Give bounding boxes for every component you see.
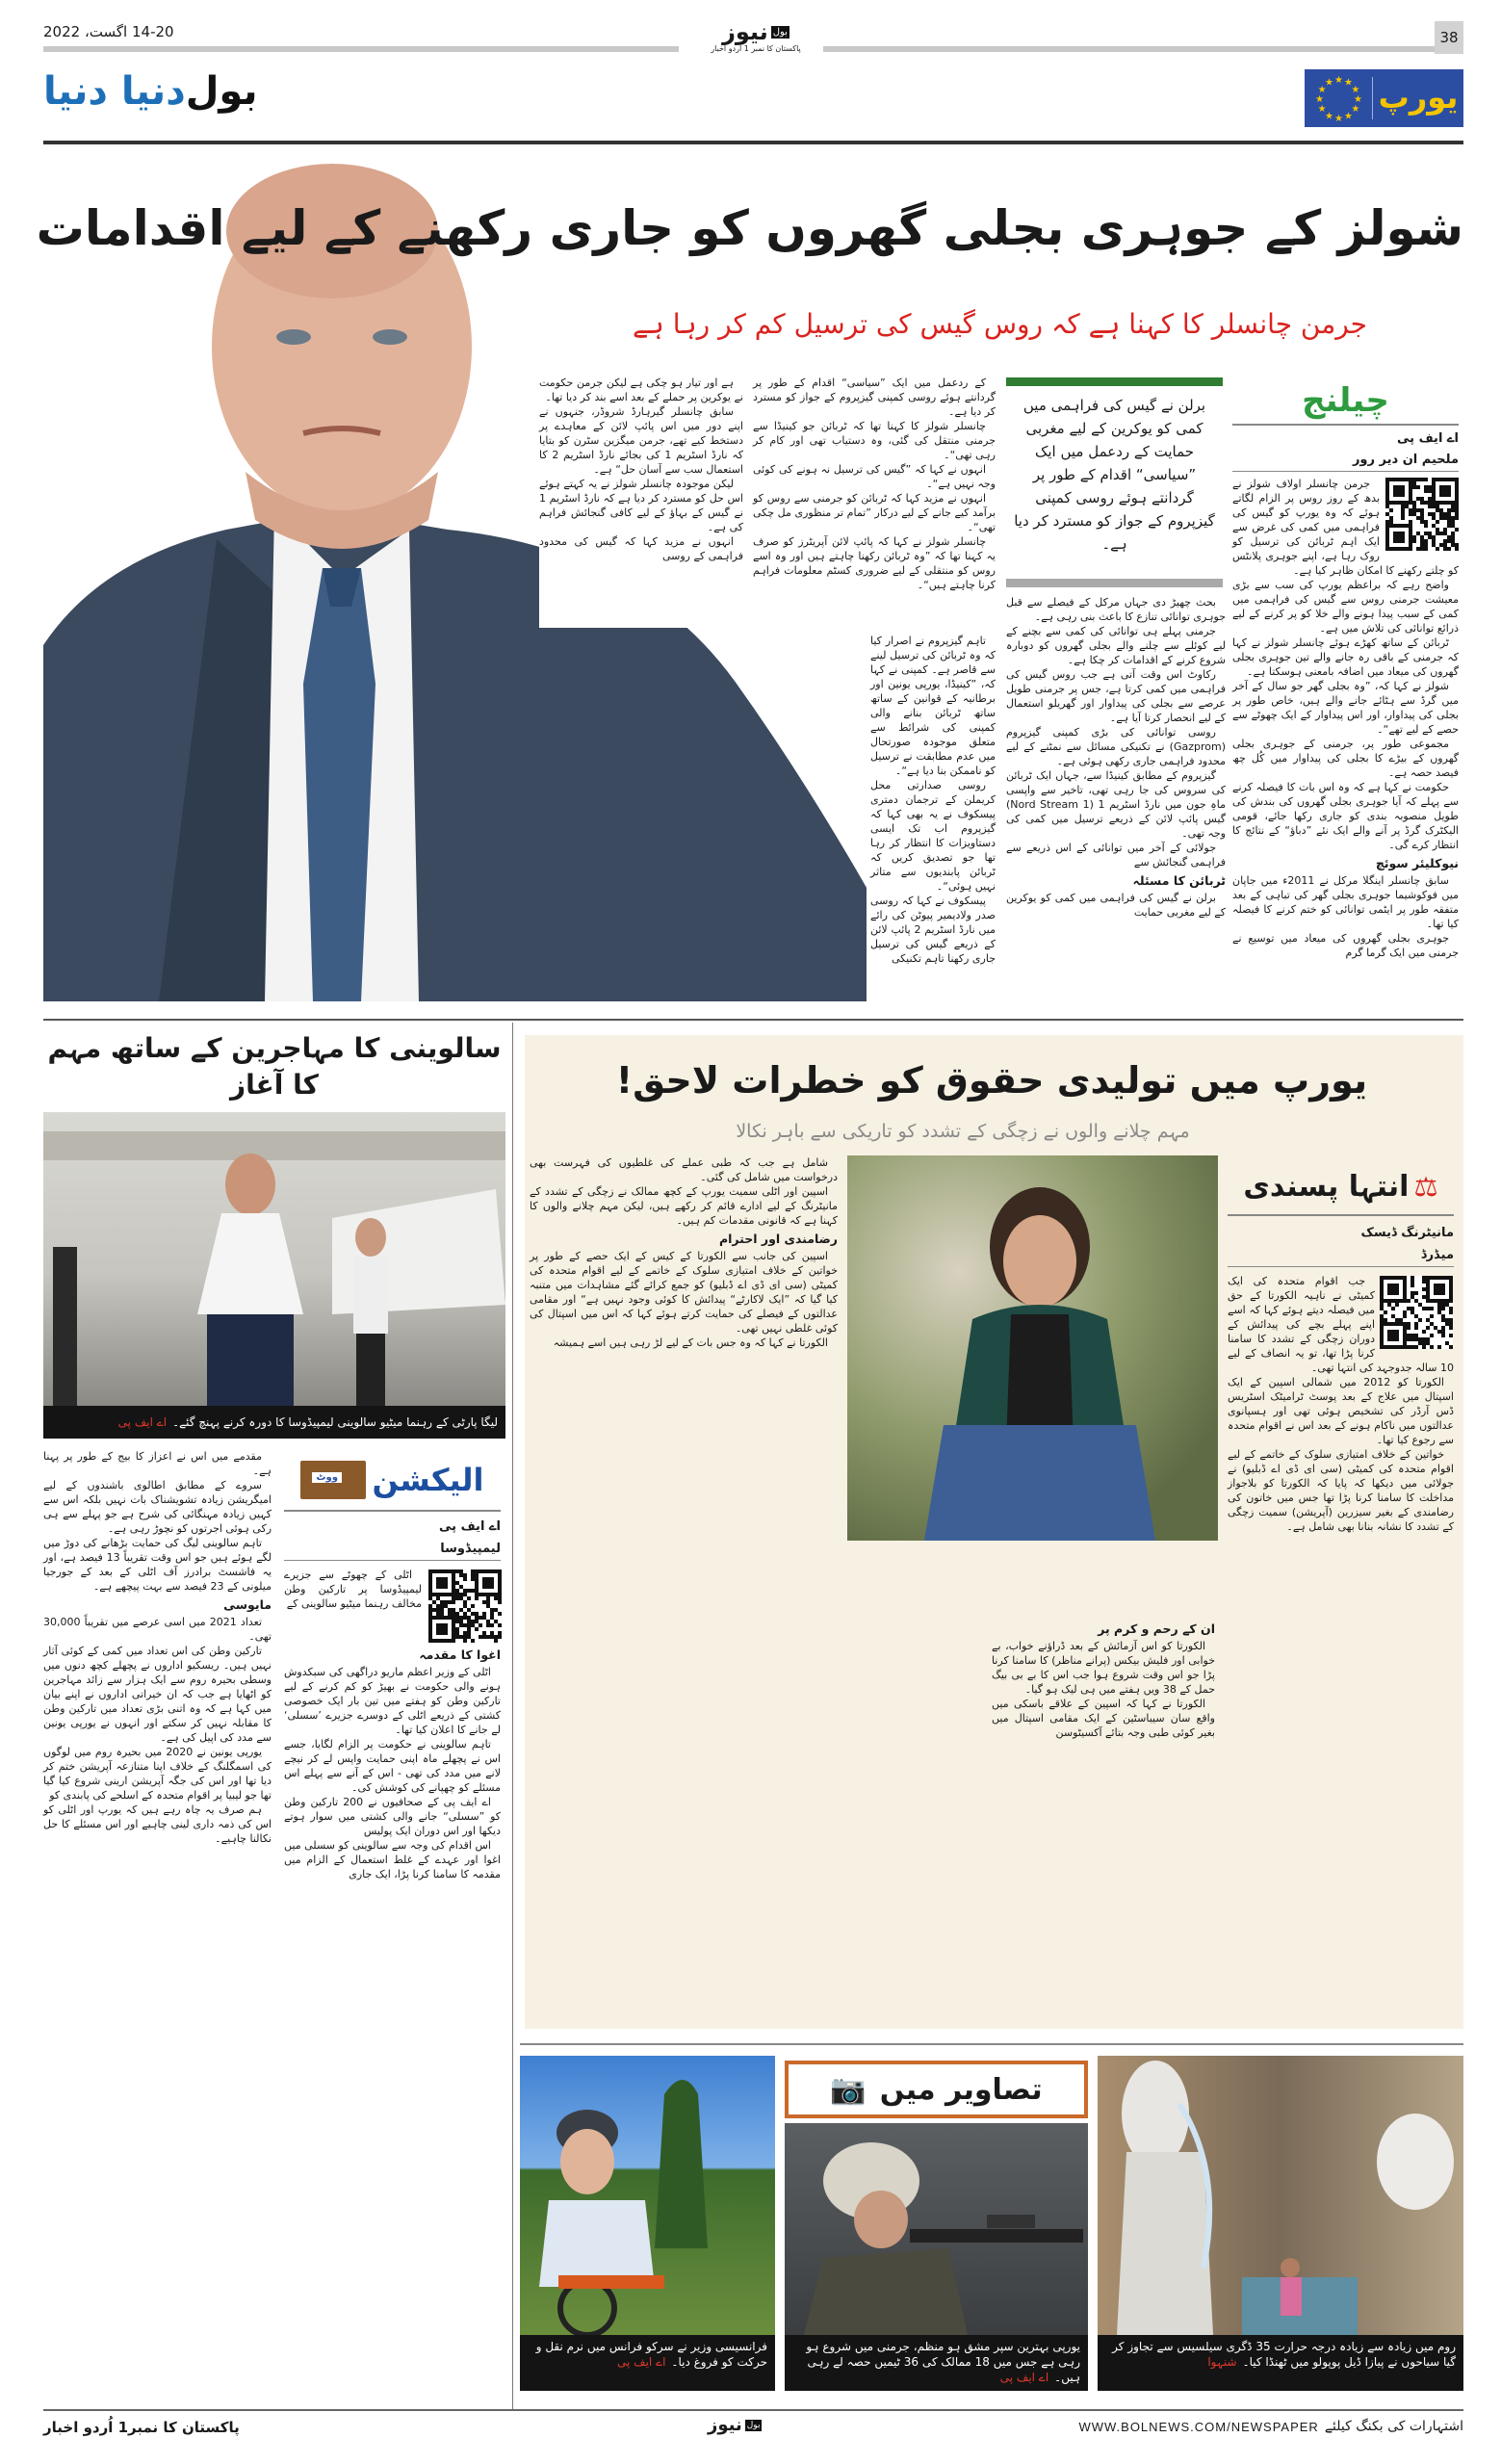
footer-tagline: پاکستان کا نمبر1 اُردو اخبار	[43, 2419, 240, 2436]
paragraph: جرمنی پہلے ہی توانائی کی کمی سے بچنے کے لیے کوئلے سے چلنے والے بجلی گھروں کو دوبارہ شروع کرنے کے اقدامات کر چکا ہے۔	[1006, 625, 1226, 666]
paragraph: جب اقوام متحدہ کی ایک کمیٹی نے ناہیہ الکورتا کے حق میں فیصلہ دیتے ہوئے کہا کہ اسے اپنے پہلے بچے کی پیدائش کے دوران زچگی کے تشدد کا سامنا کرنا پڑا تھا، تو یہ انصاف کے لیے 10 سالہ جدوجہد کی انتہا تھی۔	[1228, 1275, 1454, 1374]
paragraph: روسی صدارتی محل کریملن کے ترجمان دمتری پیسکوف نے یہ بھی کہا کہ گیزپروم اب تک ایسی دستاویزات کا انتظار کر رہا تھا جو تصدیق کریں کہ ٹربائن پابندیوں سے متاثر نہیں ہوئی“۔	[870, 779, 996, 893]
lead-agency: اے ایف پی	[1397, 431, 1459, 446]
header-bar-left	[43, 46, 679, 52]
star-icon: ★	[1334, 114, 1343, 124]
paragraph: الکورتا کو اس آزمائش کے بعد ڈراؤنے خواب، بے خوابی اور فلیش بیکس (پرانے مناظر) کا سامنا کرنا پڑا جو اس وقت شروع ہوا جب اس کا بے بی بیگ حمل کے 38 ویں ہفتے میں ہی لیک ہو گیا۔	[992, 1640, 1215, 1696]
section-label-extremism	[1228, 1160, 1454, 1216]
paragraph: چانسلر شولز نے کہا کہ پائپ لائن آپریٹرز کو صرف یہ کہنا تھا کہ ”وہ ٹربائن رکھنا چاہتے ہیں اور وہ اسے روس کو منتقلی کے لیے ضروری کسٹم معلومات فراہم کرنا چاہتے ہیں“۔	[753, 535, 996, 591]
subhead-nuclear-switch: نیوکلیئر سوئچ	[1375, 856, 1459, 870]
paragraph: تعداد 2021 میں اسی عرصے میں تقریباً 30,000 تھی۔	[43, 1616, 272, 1643]
mid-divider	[43, 1019, 1463, 1021]
star-icon: ★	[1315, 94, 1324, 105]
ballot-badge: ووٹ	[312, 1472, 341, 1483]
star-icon: ★	[1317, 85, 1327, 95]
paragraph: ٹربائن کے ساتھ کھڑے ہوئے چانسلر شولز نے کہا کہ جرمنی کے باقی رہ جانے والے تین جوہری بجلی گھروں کی میعاد میں اضافہ بامعنی ہوسکتا ہے۔	[1232, 636, 1459, 678]
section-label-challenge	[1232, 377, 1459, 426]
footer-url[interactable]: WWW.BOLNEWS.COM/NEWSPAPER	[1078, 2419, 1319, 2434]
gallery-photo-cyclist	[520, 2056, 775, 2335]
page-number: 38	[1435, 21, 1463, 54]
star-icon: ★	[1344, 111, 1353, 122]
paragraph: انہوں نے کہا کہ ”گیس کی ترسیل نہ ہونے کی کوئی وجہ نہیں ہے“۔	[753, 463, 996, 490]
paragraph: جرمن چانسلر اولاف شولز نے بدھ کے روز روس پر الزام لگاتے ہوئے کہ وہ یورپ کو گیس کی فراہمی میں کمی کی غرض سے ایک اہم ٹربائن کی ترسیل کو روک رہا ہے، اپنے جوہری پلانٹس کو چلتے رکھنے کا امکان ظاہر کیا ہے۔	[1232, 478, 1459, 577]
paragraph: اس اقدام کی وجہ سے سالوینی کو سسلی میں اغوا اور عہدے کے غلط استعمال کے الزام میں مقدمہ کا سامنا کرنا پڑا، ایک جاری	[284, 1839, 501, 1880]
paragraph: سابق چانسلر گیرہارڈ شروڈر، جنہوں نے اپنے دور میں اس پائپ لائن کے معاہدے پر دستخط کیے تھے، جرمن میگزین سٹرن کو بتایا کہ نارڈ اسٹریم 1 کی بجائے نارڈ اسٹریم 2 کا استعمال سب سے آسان حل“ ہے۔	[539, 405, 744, 476]
subhead-at-their-mercy: ان کے رحم و کرم پر	[1098, 1621, 1215, 1636]
paragraph: بحث چھیڑ دی جہاں مرکل کے فیصلے سے قبل جوہری توانائی تنازع کا باعث بنی رہی ہے۔	[1006, 596, 1226, 623]
star-icon: ★	[1351, 85, 1360, 95]
qr-spacer	[422, 1568, 501, 1647]
salvini-column-right	[284, 1568, 501, 2396]
paragraph: تارکین وطن کی اس تعداد میں کمی کے کوئی آثار نہیں ہیں۔ ریسکیو اداروں نے پچھلے کچھ دنوں میں وسطی بحیرہ روم سے ایک ہزار سے زائد مہاجرین کو اٹھایا ہے جب کہ ان خیراتی اداروں نے اپنے بیان میں کہا ہے کہ وہ اتنی بڑی تعداد میں تارکین وطن کا مقابلہ نہیں کر سکتے اور انہوں نے یورپی یونین سے مدد کی اپیل کی ہے۔	[43, 1645, 272, 1744]
section-logo-bol: بول	[185, 69, 258, 114]
region-badge-label: یورپ	[1378, 79, 1459, 116]
paragraph: جولائی کے آخر میں توانائی کے اس ذریعے سے فراہمی گنجائش سے	[1006, 842, 1226, 869]
lead-column-b	[753, 376, 996, 628]
issue-date: 14-20 اگست، 2022	[43, 23, 174, 40]
rights-agency: مانیٹرنگ ڈیسک	[1360, 1226, 1454, 1240]
paragraph: واضح رہے کہ براعظم یورپ کی سب سے بڑی معیشت جرمنی روس سے گیس کی فراہمی میں کمی کے سبب پیدا ہونے والے خلا کو پر کرنے کے لیے ذرائع توانائی کی تلاش میں ہے۔	[1232, 579, 1459, 635]
rights-headline: یورپ میں تولیدی حقوق کو خطرات لاحق!	[615, 1059, 1368, 1102]
rights-column-left	[530, 1155, 838, 1545]
section-label-text: الیکشن	[372, 1461, 484, 1498]
paragraph: الکورتا نے کہا کہ وہ جس بات کے لیے لڑ رہی ہیں اسے ہمیشہ	[553, 1336, 828, 1349]
rights-subheadline: مہم چلانے والوں نے زچگی کے تشدد کو تاریکی سے باہر نکالا	[736, 1121, 1190, 1142]
paragraph: یورپی یونین نے 2020 میں بحیرہ روم میں لوگوں کی اسمگلنگ کے خلاف اپنا متنازعہ آپریشن ختم کر دیا تھا اور اس کی جگہ آپریشن ارینی شروع کیا گیا تھا جو لیبیا پر اقوام متحدہ کے اسلحے کی پابندی کو	[43, 1746, 272, 1802]
paragraph: ہے اور تیار ہو چکی ہے لیکن جرمن حکومت نے یوکرین پر حملے کے بعد اسے بند کر دیا تھا۔	[539, 376, 743, 403]
paragraph: اے ایف پی کے صحافیوں نے 200 تارکین وطن کو ”سسلی“ جانے والی کشتی میں سوار ہوتے دیکھا اور اس دوران ایک پولیس	[284, 1796, 501, 1837]
camera-icon: 📷	[830, 2072, 867, 2107]
gallery-label-text: تصاویر میں	[879, 2072, 1043, 2107]
paragraph: جوہری بجلی گھروں کی میعاد میں توسیع نے جرمنی میں ایک گرما گرم	[1232, 932, 1459, 959]
star-icon: ★	[1325, 77, 1333, 89]
paragraph: پیسکوف نے کہا کہ روسی صدر ولادیمیر پیوٹن کی رائے میں نارڈ اسٹریم 2 پائپ لائن کے ذریعے گیس کی ترسیل جاری رکھنا تاہم تکنیکی	[870, 895, 996, 965]
paragraph: سابق چانسلر اینگلا مرکل نے 2011ء میں جاپان میں فوکوشیما جوہری بجلی گھر کی تباہی کے بعد متفقہ طور پر ایٹمی توانائی کو ختم کرنے کا فیصلہ کیا تھا۔	[1232, 874, 1459, 930]
paragraph: اسپین کی جانب سے الکورتا کے کیس کے ایک حصے کے طور پر خواتین کے خلاف امتیازی سلوک کے خاتمے کے لیے اقوام متحدہ کی کمیٹی (سی ای ڈی اے ڈبلیو) کو جمع کرائے گئے مشاہدات میں متنبہ کیا گیا کہ ”ایک لاکارٹے“ پیدائش کا کوئی وجود نہیں ہے“ اور مقامی عدالتوں کے فیصلے کی حمایت کرتے ہوئے کہا کہ اس میں اسپتال کی کوئی غلطی نہیں تھی۔	[530, 1250, 838, 1335]
paragraph: شامل ہے جب کہ طبی عملے کی غلطیوں کی فہرست بھی درخواست میں شامل کی گئی۔	[530, 1156, 838, 1183]
pull-quote-text: برلن نے گیس کی فراہمی میں کمی کو یوکرین کے لیے مغربی حمایت کے ردعمل میں ایک ”سیاسی“ اقدام کے طور پر گردانتے ہوئے روسی کمپنی گیزپروم کے جواز کو مسترد کر دیا ہے۔	[1014, 397, 1215, 553]
paragraph: روسی توانائی کی بڑی کمپنی گیزپروم (Gazprom) نے تکنیکی مسائل سے نمٹنے کے لیے محدود فراہمی جاری رکھی ہوئی ہے۔	[1006, 726, 1226, 767]
pull-quote	[1006, 377, 1223, 587]
paragraph: انہوں نے مزید کہا کہ گیس کی محدود فراہمی کے روسی	[539, 535, 743, 562]
logo-badge: بول	[772, 26, 788, 38]
lead-column-right	[1232, 477, 1459, 1006]
vertical-divider	[512, 1023, 513, 2409]
rights-dateline: میڈرڈ	[1228, 1245, 1454, 1267]
subhead-despair: مایوسی	[223, 1597, 272, 1612]
paragraph: الکورتا کو 2012 میں شمالی اسپین کے ایک اسپتال میں علاج کے بعد پوسٹ ٹرامیٹک اسٹریس ڈس آرڈر کی تشخیص ہوئی تھی اور ہسپانوی عدالتوں میں ناکام ہونے کے بعد اس نے اقوام متحدہ سے رجوع کیا تھا۔	[1228, 1376, 1454, 1446]
paragraph: رکاوٹ اس وقت آتی ہے جب روس گیس کی فراہمی میں کمی کرتا ہے، جس پر جرمنی طویل عرصے سے بجلی کی پیداوار اور گھریلو استعمال کے لیے انحصار کرتا آیا ہے۔	[1006, 668, 1226, 724]
caption-credit: اے ایف پی	[616, 2355, 666, 2369]
qr-spacer	[1375, 1274, 1454, 1353]
star-icon: ★	[1334, 75, 1343, 86]
ballot-box-icon	[300, 1461, 366, 1499]
paragraph: انہوں نے مزید کہا کہ ٹربائن کو جرمنی سے روس کو برآمد کیے جانے کے لیے درکار ”تمام تر منظوری مل چکی تھی“۔	[753, 492, 996, 533]
caption-credit: شنہوا	[1207, 2355, 1237, 2369]
section-label-text: انتہا پسندی	[1243, 1170, 1410, 1204]
salvini-dateline: لیمپیڈوسا	[284, 1539, 501, 1561]
section-logo-dunya: دنیا دنیا	[43, 69, 186, 114]
paragraph: چانسلر شولز کا کہنا تھا کہ ٹربائن جو کینیڈا سے جرمنی منتقل کی گئی، وہ دستیاب تھی اور کام کر رہی تھی“۔	[753, 420, 996, 461]
section-label-election	[284, 1449, 501, 1512]
paragraph: مجموعی طور پر، جرمنی کے جوہری بجلی گھروں کے بیڑے کا بجلی کی پیداوار میں کُل چھ فیصد حصہ ہے۔	[1232, 738, 1459, 779]
paragraph: برلن نے گیس کی فراہمی میں کمی کو یوکرین کے لیے مغربی حمایت	[1006, 892, 1226, 919]
gallery-divider	[520, 2043, 1463, 2045]
caption-text: روم میں زیادہ سے زیادہ درجہ حرارت 35 ڈگری سیلسیس سے تجاوز کر گیا سیاحوں نے پیازا ڈیل پوپولو میں ٹھنڈا کیا۔	[1112, 2340, 1456, 2369]
subhead-consent: رضامندی اور احترام	[718, 1232, 838, 1246]
star-icon: ★	[1354, 94, 1362, 105]
section-logo	[43, 69, 258, 114]
logo-badge: بول	[746, 2420, 761, 2430]
salvini-headline: سالوینی کا مہاجرین کے ساتھ مہم کا آغاز	[47, 1032, 502, 1101]
gallery-photo-rome-fountain	[1098, 2056, 1463, 2335]
paragraph: اٹلی کے وزیر اعظم ماریو دراگھی کی سبکدوش ہونے والی حکومت نے بھیڑ کو کم کرنے کے لیے تارکین وطن کو ہفتے میں تین بار ایک خصوصی کشتی کے ذریعے اٹلی کے دوسرے جزیرے ’سسلی‘ لے جانے کا اعلان کیا تھا۔	[284, 1666, 501, 1736]
salvini-photo-caption	[43, 1406, 505, 1439]
footer-logo	[708, 2415, 762, 2435]
lead-subheadline: جرمن چانسلر کا کہنا ہے کہ روس گیس کی ترسیل کم کر رہا ہے	[633, 308, 1367, 340]
caption-text: یورپی بہترین سپر مشق ہو منظم، جرمنی میں شروع ہو رہی ہے جس میں 18 ممالک کی 36 ٹیمیں حصہ لے رہی ہیں۔	[806, 2340, 1080, 2384]
paragraph: تاہم گیزپروم نے اصرار کیا کہ وہ ٹربائن کی ترسیل لینے سے قاصر ہے۔ کمپنی نے کہا کہ، ”کینیڈا، یورپی یونین اور برطانیہ کے قوانین کے ساتھ ساتھ ٹربائن بنانے والی کمپنی کی شرائط سے متعلق موجودہ صورتحال میں عدم مطابقت نے ترسیل کو ناممکن بنا دیا ہے“۔	[870, 635, 996, 777]
caption-text: فرانسیسی وزیر نے سرکو فرانس میں نرم نقل و حرکت کو فروغ دیا۔	[535, 2340, 767, 2369]
lead-dateline: ملحیم ان دیر رور	[1232, 450, 1459, 472]
gallery-caption-sniper	[785, 2335, 1088, 2391]
caption-text: لیگا پارٹی کے رہنما میٹیو سالوینی لیمپیڈوسا کا دورہ کرنے پہنچ گئے۔	[172, 1415, 498, 1429]
masthead-logo	[693, 19, 818, 53]
salvini-agency: اے ایف پی	[439, 1519, 501, 1534]
alcorta-photo	[847, 1155, 1218, 1541]
header-bar-right	[823, 46, 1435, 52]
lead-column-b-lower	[867, 634, 996, 1004]
gallery-photo-sniper	[785, 2123, 1088, 2335]
paragraph: شولز نے کہا کہ، ”وہ بجلی گھر جو سال کے آخر میں گرڈ سے ہٹائے جانے والے ہیں، خاص طور پر بجلی کی پیداوار، اور اس پیداوار کے ایک چھوٹے سے حصے کے لیے تھے“۔	[1232, 680, 1459, 736]
footer-ads-label: اشتہارات کی بکنگ کیلئے	[1324, 2419, 1463, 2434]
caption-credit: اے ایف پی	[999, 2371, 1049, 2384]
logo-tagline: پاکستان کا نمبر 1 اُردو اخبار	[711, 44, 801, 53]
footer-ads	[1078, 2419, 1463, 2434]
paragraph: مقدمے میں اس نے اعزاز کا بیج کے طور پر پہنا ہے۔	[43, 1450, 272, 1477]
region-badge	[1305, 69, 1463, 127]
rights-column-lower	[992, 1618, 1215, 2022]
salvini-column-left	[43, 1449, 272, 2398]
logo-word: نیوز	[708, 2415, 742, 2435]
paragraph: اٹلی کے چھوٹے سے جزیرے لیمپیڈوسا پر تارکین وطن مخالف رہنما میٹیو سالوینی کے	[284, 1569, 422, 1610]
star-icon: ★	[1351, 104, 1360, 115]
paragraph: کے ردعمل میں ایک ”سیاسی“ اقدام کے طور پر گردانتے ہوئے روسی کمپنی گیزپروم کے جواز کو مسترد کر دیا ہے۔	[753, 376, 996, 418]
paragraph: حکومت نے کہا ہے کہ وہ اس بات کا فیصلہ کرنے سے پہلے کہ آیا جوہری بجلی گھروں کی بندش کی طویل منصوبہ بندی کو جاری رکھا جائے، قومی الیکٹرک گرڈ پر آنے والے ایک نئے ”دباؤ“ کے نتائج کا انتظار کرے گی۔	[1232, 781, 1459, 851]
qr-spacer	[1380, 477, 1459, 554]
lead-headline: شولز کے جوہری بجلی گھروں کو جاری رکھنے کے لیے اقدامات	[36, 200, 1463, 256]
subhead-kidnap-case: اغوا کا مقدمہ	[419, 1647, 501, 1662]
star-icon: ★	[1325, 111, 1333, 122]
paragraph: تاہم سالوینی نے حکومت پر الزام لگایا، جسے اس نے پچھلے ماہ اپنی حمایت واپس لے کر نیچے لانے میں مدد کی تھی - اس کے آنے سے پہلے اس مسئلے کو چھپانے کی کوشش کی۔	[284, 1738, 501, 1794]
star-icon: ★	[1317, 104, 1327, 115]
lead-column-c	[539, 376, 743, 628]
footer-divider	[43, 2409, 1463, 2411]
star-icon: ★	[1344, 77, 1353, 89]
lead-column-mid	[1006, 595, 1226, 1004]
paragraph: الکورتا نے کہا کہ اسپین کے علاقے باسکی میں واقع سان سیباسٹین کے ایک مقامی اسپتال میں بغیر کوئی طبی وجہ بتائے آکسیٹوسن	[992, 1698, 1215, 1739]
scales-icon: ⚖	[1413, 1171, 1438, 1203]
section-label-text: چیلنج	[1302, 381, 1389, 420]
paragraph: ہم صرف یہ چاہ رہے ہیں کہ یورپ اور اٹلی کو اس کی ذمہ داری لینی چاہیے اور اس مسئلے کا حل نکالنا چاہیے۔	[43, 1803, 272, 1845]
gallery-label	[785, 2061, 1088, 2118]
gallery-caption-cyclist	[520, 2335, 775, 2391]
rights-column-right	[1228, 1274, 1454, 2025]
paragraph: لیکن موجودہ چانسلر شولز نے یہ کہتے ہوئے اس حل کو مسترد کر دیا ہے کہ نارڈ اسٹریم 1 نے گیس کے بہاؤ کے لیے کافی گنجائش فراہم کی ہے۔	[539, 478, 743, 533]
gallery-caption-rome	[1098, 2335, 1463, 2391]
paragraph: تاہم سالوینی لیگ کی حمایت بڑھانے کی دوڑ میں لگے ہوئے ہیں جو اس وقت تقریباً 13 فیصد ہے، اور یہ فاشسٹ برادرز آف اٹلی کے بعد کے جورجیا میلونی کے 23 فیصد سے بہت پیچھے ہے۔	[43, 1537, 272, 1593]
paragraph: گیزپروم کے مطابق کینیڈا سے، جہاں ایک ٹربائن کی سروس کی جا رہی تھی، تاخیر سے واپسی ماہِ جون میں نارڈ اسٹریم 1 (Nord Stream 1) گیس پائپ لائن کے ذریعے ترسیل میں کمی کی وجہ تھی۔	[1006, 769, 1226, 840]
logo-word: نیوز	[722, 18, 768, 45]
paragraph: اسپین اور اٹلی سمیت یورپ کے کچھ ممالک نے زچگی کے تشدد کے مانیٹرنگ کے لیے ادارے قائم کر رکھے ہیں، لیکن مہم چلانے والوں کا کہنا ہے کہ قانونی مقدمات کم ہیں۔	[530, 1185, 838, 1227]
eu-stars-icon	[1305, 69, 1372, 127]
paragraph: خواتین کے خلاف امتیازی سلوک کے خاتمے کے لیے اقوام متحدہ کی کمیٹی (سی ای ڈی اے ڈبلیو) نے جولائی میں دیکھا کہ پایا کہ الکورتا کو بلاجواز مداخلت کا سامنا کرنا پڑا تھا جس میں خاتون کی رضامندی کے بغیر سیزرین (آپریشن) سمیت زچگی کے تشدد کا نشانہ بنانا بھی شامل ہے۔	[1228, 1448, 1454, 1533]
paragraph: سروے کے مطابق اطالوی باشندوں کے لیے امیگریشن زیادہ تشویشناک بات نہیں بلکہ اس سے کہیں زیادہ مہنگائی کی شرح ہے جو پہلے سے ہی رکی ہوئی اجرتوں کو نچوڑ رہی ہے۔	[43, 1479, 272, 1535]
subhead-turbine: ٹربائن کا مسئلہ	[1132, 873, 1226, 888]
caption-credit: اے ایف پی	[117, 1415, 168, 1429]
salvini-photo	[43, 1112, 505, 1406]
